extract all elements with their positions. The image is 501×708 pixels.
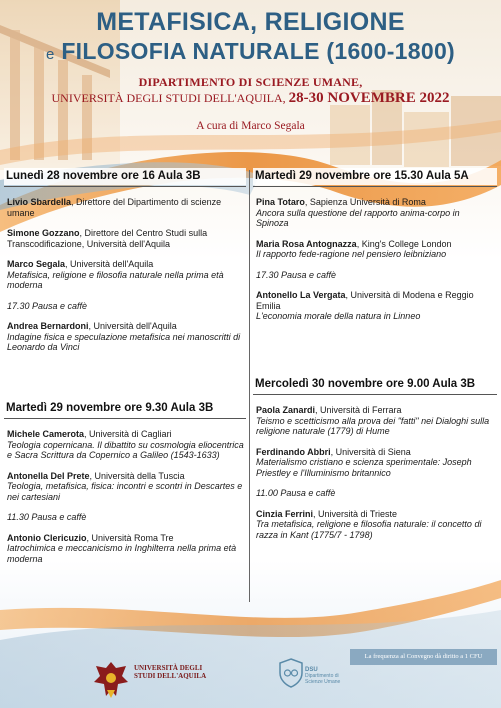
session-monday bbox=[7, 197, 245, 363]
dsu-shield-logo-icon bbox=[279, 658, 303, 688]
list-item bbox=[7, 533, 245, 565]
talk-title: Teologia, metafisica, fisica: incontri e scontri in Descartes e nei cartesiani bbox=[7, 481, 243, 502]
speaker-name: Pina Totaro bbox=[256, 197, 305, 207]
talk-title: Tra metafisica, religione e filosofia naturale: il concetto di razza in Kant (1775/7 - 1798) bbox=[256, 519, 482, 540]
speaker-affiliation: , Direttore del Centro Studi sulla Transcodificazione, Università dell'Aquila bbox=[7, 228, 208, 249]
session-tuesday-am bbox=[7, 429, 245, 574]
speaker-name: Cinzia Ferrini bbox=[256, 508, 314, 519]
speaker-name: Michele Camerota bbox=[7, 429, 85, 439]
session-title-tuesday-pm: Martedì 29 novembre ore 15.30 Aula 5A bbox=[255, 170, 469, 182]
speaker-name: Simone Gozzano bbox=[7, 228, 80, 238]
speaker-name: Andrea Bernardoni bbox=[7, 321, 89, 331]
speaker-affiliation: , Università dell'Aquila bbox=[88, 321, 177, 331]
talk-title: Indagine fisica e speculazione metafisica nei manoscritti di Leonardo da Vinci bbox=[7, 331, 241, 352]
page-title-line1: METAFISICA, RELIGIONE bbox=[96, 8, 405, 36]
speaker-affiliation: , Direttore del Dipartimento di scienze umane bbox=[7, 197, 222, 218]
speaker-name: Antonello La Vergata bbox=[256, 290, 346, 300]
list-item bbox=[256, 509, 494, 541]
speaker-name: Paola Zanardi bbox=[256, 405, 316, 415]
list-item bbox=[7, 228, 245, 249]
list-item bbox=[256, 405, 494, 437]
session-title-monday: Lunedì 28 novembre ore 16 Aula 3B bbox=[6, 170, 201, 182]
university-name: UNIVERSITÀ DEGLI STUDI DELL'AQUILA, bbox=[51, 91, 286, 105]
speaker-affiliation: , Università di Trieste bbox=[313, 508, 398, 519]
coffee-break: 11.00 Pausa e caffè bbox=[256, 488, 336, 498]
talk-title: Teologia copernicana. Il dibattito su cosmologia eliocentrica e Sacra Scrittura da Copernico a Galileo (1543-1633) bbox=[7, 439, 244, 460]
speaker-affiliation: , Università Roma Tre bbox=[86, 532, 174, 543]
speaker-affiliation: , King's College London bbox=[356, 238, 452, 249]
coffee-break: 17.30 Pausa e caffè bbox=[256, 269, 337, 280]
list-item bbox=[256, 197, 494, 229]
speaker-affiliation: , Sapienza Università di Roma bbox=[304, 197, 426, 207]
university-and-dates bbox=[0, 90, 501, 107]
talk-title: Ancora sulla questione del rapporto anima-corpo in Spinoza bbox=[256, 207, 460, 228]
speaker-affiliation: , Università di Siena bbox=[330, 446, 411, 457]
session-wednesday bbox=[256, 405, 494, 550]
list-item bbox=[7, 259, 245, 291]
session-underline bbox=[4, 186, 246, 187]
event-dates: 28-30 NOVEMBRE 2022 bbox=[288, 90, 450, 106]
session-title-tuesday-am: Martedì 29 novembre ore 9.30 Aula 3B bbox=[6, 402, 214, 414]
column-divider bbox=[249, 170, 250, 602]
list-item bbox=[7, 471, 245, 503]
speaker-name: Maria Rosa Antognazza bbox=[256, 238, 357, 249]
list-item bbox=[256, 447, 494, 479]
session-underline bbox=[253, 186, 497, 187]
university-logo-text: UNIVERSITÀ DEGLI STUDI DELL'AQUILA bbox=[134, 664, 207, 680]
talk-title: Materialismo cristiano e scienza sperimentale: Joseph Priestley e l'Illuminismo britannico bbox=[256, 457, 472, 478]
speaker-name: Marco Segala bbox=[7, 259, 66, 269]
list-item bbox=[256, 290, 494, 322]
title-line2-text: FILOSOFIA NATURALE (1600-1800) bbox=[61, 38, 456, 64]
speaker-affiliation: , Università dell'Aquila bbox=[65, 259, 154, 269]
list-item bbox=[7, 197, 245, 218]
session-underline bbox=[4, 418, 246, 419]
curator-credit: A cura di Marco Segala bbox=[196, 120, 305, 132]
coffee-break: 17.30 Pausa e caffè bbox=[7, 300, 88, 311]
speaker-name: Livio Sbardella bbox=[7, 197, 72, 207]
list-item bbox=[7, 321, 245, 353]
department-name: DIPARTIMENTO DI SCIENZE UMANE, bbox=[138, 75, 363, 89]
talk-title: Teismo e scetticismo alla prova dei "fatti" nei Dialoghi sulla religione naturale (1779) di Hume bbox=[256, 415, 490, 436]
speaker-name: Antonella Del Prete bbox=[7, 470, 90, 481]
dsu-logo-text bbox=[305, 667, 345, 685]
speaker-affiliation: , Università di Cagliari bbox=[84, 429, 172, 439]
session-tuesday-pm bbox=[256, 197, 494, 332]
talk-title: Metafisica, religione e filosofia naturale nella prima età moderna bbox=[7, 269, 224, 290]
cfu-note-box: La frequenza al Convegno dà diritto a 1 CFU bbox=[350, 649, 497, 665]
talk-title: Il rapporto fede-ragione nel pensiero leibniziano bbox=[256, 249, 447, 259]
speaker-affiliation: , Università di Modena e Reggio Emilia bbox=[256, 290, 474, 311]
session-title-wednesday: Mercoledì 30 novembre ore 9.00 Aula 3B bbox=[255, 378, 476, 390]
speaker-affiliation: , Università di Ferrara bbox=[315, 405, 402, 415]
university-eagle-logo-icon bbox=[92, 660, 130, 700]
session-underline bbox=[253, 394, 497, 395]
dsu-label: DSU bbox=[305, 667, 318, 673]
page-title-line2 bbox=[0, 38, 501, 65]
talk-title: L'economia morale della natura in Linneo bbox=[256, 311, 421, 321]
title-conjunction: e bbox=[45, 46, 55, 63]
talk-title: Iatrochimica e meccanicismo in Inghilterra nella prima età moderna bbox=[7, 543, 237, 564]
speaker-name: Antonio Clericuzio bbox=[7, 532, 87, 543]
list-item bbox=[7, 429, 245, 461]
speaker-name: Ferdinando Abbri bbox=[256, 446, 331, 457]
coffee-break: 11.30 Pausa e caffè bbox=[7, 512, 87, 522]
speaker-affiliation: , Università della Tuscia bbox=[89, 470, 185, 481]
list-item bbox=[256, 239, 494, 260]
dsu-subtitle: Dipartimento di Scienze Umane bbox=[305, 673, 341, 685]
